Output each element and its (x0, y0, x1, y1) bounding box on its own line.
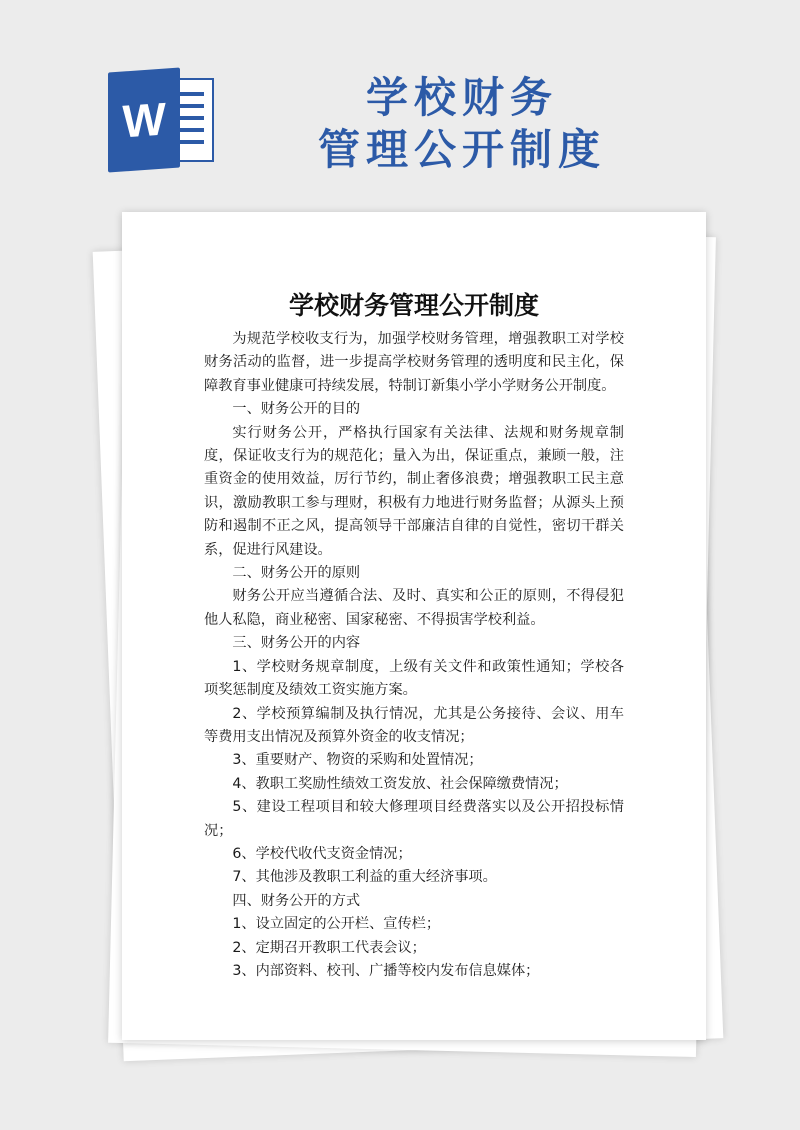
document-body (204, 328, 624, 983)
banner-title-line-2: 管理公开制度 (317, 125, 606, 174)
list-item: 2、学校预算编制及执行情况，尤其是公务接待、会议、用车等费用支出情况及预算外资金的收支情况； (204, 705, 624, 745)
banner-title-line-1: 学校财务 (365, 73, 558, 122)
list-item: 4、教职工奖励性绩效工资发放、社会保障缴费情况； (232, 775, 568, 792)
section-heading: 四、财务公开的方式 (232, 892, 361, 909)
list-item: 2、定期召开教职工代表会议； (232, 939, 426, 956)
list-item: 5、建设工程项目和较大修理项目经费落实以及公开招投标情况； (204, 799, 624, 839)
paragraph: 为规范学校收支行为，加强学校财务管理，增强教职工对学校财务活动的监督，进一步提高学校财务管理的透明度和民主化，保障教育事业健康可持续发展，特制订新集小学小学财务公开制度。 (204, 331, 624, 394)
paragraph: 财务公开应当遵循合法、及时、真实和公正的原则，不得侵犯他人私隐，商业秘密、国家秘密、不得损害学校利益。 (204, 588, 624, 628)
section-heading: 二、财务公开的原则 (232, 565, 361, 582)
list-item: 1、设立固定的公开栏、宣传栏； (232, 916, 441, 933)
word-logo-badge: W (108, 67, 180, 172)
section-heading: 一、财务公开的目的 (232, 401, 361, 418)
section-heading: 三、财务公开的内容 (232, 635, 361, 652)
list-item: 3、重要财产、物资的采购和处置情况； (232, 752, 483, 769)
list-item: 6、学校代收代支资金情况； (232, 845, 412, 862)
list-item: 7、其他涉及教职工利益的重大经济事项。 (232, 869, 497, 886)
list-item: 3、内部资料、校刊、广播等校内发布信息媒体； (232, 962, 540, 979)
list-item: 1、学校财务规章制度，上级有关文件和政策性通知；学校各项奖惩制度及绩效工资实施方案。 (204, 658, 624, 699)
header-banner (0, 0, 800, 210)
word-document-icon (108, 70, 216, 170)
document-page (122, 212, 706, 1040)
banner-title (262, 72, 662, 176)
paragraph: 实行财务公开，严格执行国家有关法律、法规和财务规章制度，保证收支行为的规范化；量入为出，保证重点，兼顾一般，注重资金的使用效益，厉行节约，制止奢侈浪费；增强教职工民主意识，激励教职工参与理财，积极有力地进行财务监督；从源头上预防和遏制不正之风，提高领导干部廉洁自律的自觉性，密切干群关系，促进行风建设。 (204, 424, 624, 558)
document-title: 学校财务管理公开制度 (288, 291, 539, 320)
